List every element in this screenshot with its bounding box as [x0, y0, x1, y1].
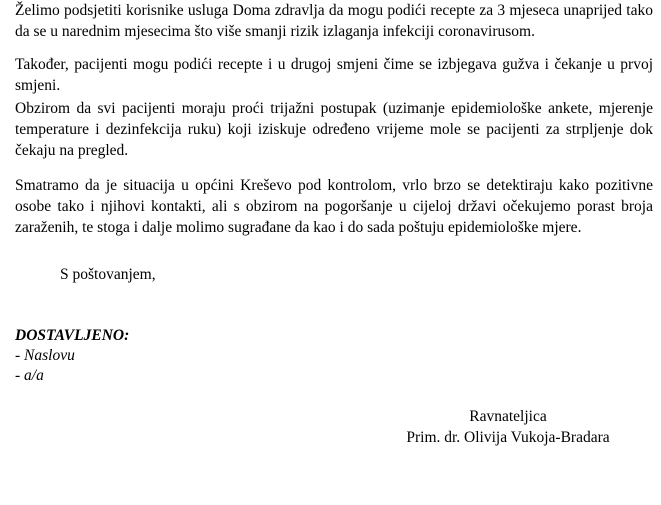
paragraph-triage: Obzirom da svi pacijenti moraju proći trijažni postupak (uzimanje epidemiološke ankete, mjerenje temperature i dezinfekcija ruku) koji iziskuje određeno vrijeme mole se pacijenti za strpljenje dok čekaju na pregled.: [15, 100, 653, 159]
delivery-list: [15, 326, 129, 386]
signature-name: Prim. dr. Olivija Vukoja-Bradara: [406, 429, 610, 446]
signature-title: Ravnateljica: [469, 408, 547, 425]
delivery-heading: DOSTAVLJENO:: [15, 327, 130, 344]
paragraph-situation: Smatramo da je situacija u općini Kreševo pod kontrolom, vrlo brzo se detektiraju kako pozitivne osobe tako i njihovi kontakti, ali s obzirom na pogoršanje u cijeloj državi očekujemo porast broja zaraženih, te stoga i dalje molimo sugrađane da kao i do sada poštuju epidemiološke mjere.: [15, 177, 653, 236]
delivery-item: - Naslovu: [15, 347, 75, 364]
closing-greeting: S poštovanjem,: [60, 266, 156, 283]
signature-block: [396, 406, 620, 448]
delivery-item: - a/a: [15, 367, 44, 384]
paragraph-prescriptions: Želimo podsjetiti korisnike usluga Doma zdravlja da mogu podići recepte za 3 mjeseca unaprijed tako da se u narednim mjesecima što više smanji rizik izlaganja infekciji coronavirusom.: [15, 2, 653, 40]
paragraph-second-shift: Također, pacijenti mogu podići recepte i u drugoj smjeni čime se izbjegava gužva i čekanje u prvoj smjeni.: [15, 56, 653, 94]
